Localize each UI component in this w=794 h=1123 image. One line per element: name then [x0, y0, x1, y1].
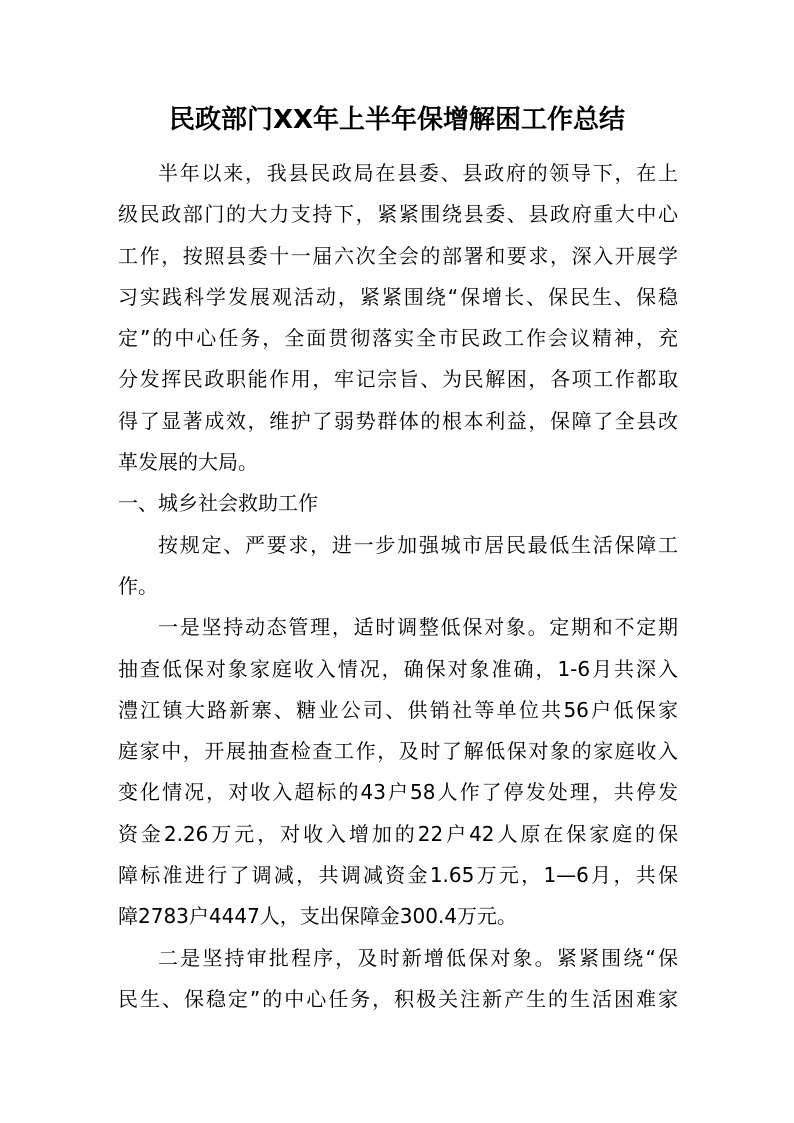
document-title: 民政部门XX年上半年保增解困工作总结	[168, 105, 626, 135]
paragraph-line: 庭家中，开展抽查检查工作，及时了解低保对象的家庭收入	[118, 739, 678, 764]
paragraph-line: 澧江镇大路新寨、糖业公司、供销社等单位共56户低保家	[118, 697, 678, 722]
document-body	[118, 153, 678, 1020]
paragraph-line: 抽查低保对象家庭收入情况，确保对象准确，1-6月共深入	[118, 656, 678, 681]
paragraph-line: 一是坚持动态管理，适时调整低保对象。定期和不定期	[158, 615, 678, 640]
paragraph-line: 级民政部门的大力支持下，紧紧围绕县委、县政府重大中心	[118, 202, 678, 227]
paragraph-line: 定”的中心任务，全面贯彻落实全市民政工作会议精神，充	[118, 326, 678, 351]
paragraph-line: 习实践科学发展观活动，紧紧围绕“保增长、保民生、保稳	[118, 284, 678, 309]
paragraph-line: 资金2.26万元，对收入增加的22户42人原在保家庭的保	[118, 821, 678, 846]
paragraph-line: 按规定、严要求，进一步加强城市居民最低生活保障工	[158, 532, 678, 557]
paragraph-line: 民生、保稳定”的中心任务，积极关注新产生的生活困难家	[118, 986, 678, 1011]
paragraph-line: 变化情况，对收入超标的43户58人作了停发处理，共停发	[118, 780, 678, 805]
section-heading: 一、城乡社会救助工作	[118, 491, 318, 516]
paragraph-line: 分发挥民政职能作用，牢记宗旨、为民解困，各项工作都取	[118, 367, 678, 392]
paragraph-line: 作。	[118, 573, 158, 598]
paragraph-line: 二是坚持审批程序，及时新增低保对象。紧紧围绕“保	[158, 945, 678, 970]
paragraph-line: 障2783户4447人，支出保障金300.4万元。	[118, 904, 518, 929]
paragraph-line: 障标准进行了调减，共调减资金1.65万元，1—6月，共保	[118, 863, 678, 888]
paragraph-line: 革发展的大局。	[118, 450, 258, 475]
paragraph-line: 工作，按照县委十一届六次全会的部署和要求，深入开展学	[118, 243, 678, 268]
paragraph-line: 半年以来，我县民政局在县委、县政府的领导下，在上	[158, 161, 678, 185]
paragraph-line: 得了显著成效，维护了弱势群体的根本利益，保障了全县改	[118, 408, 678, 433]
